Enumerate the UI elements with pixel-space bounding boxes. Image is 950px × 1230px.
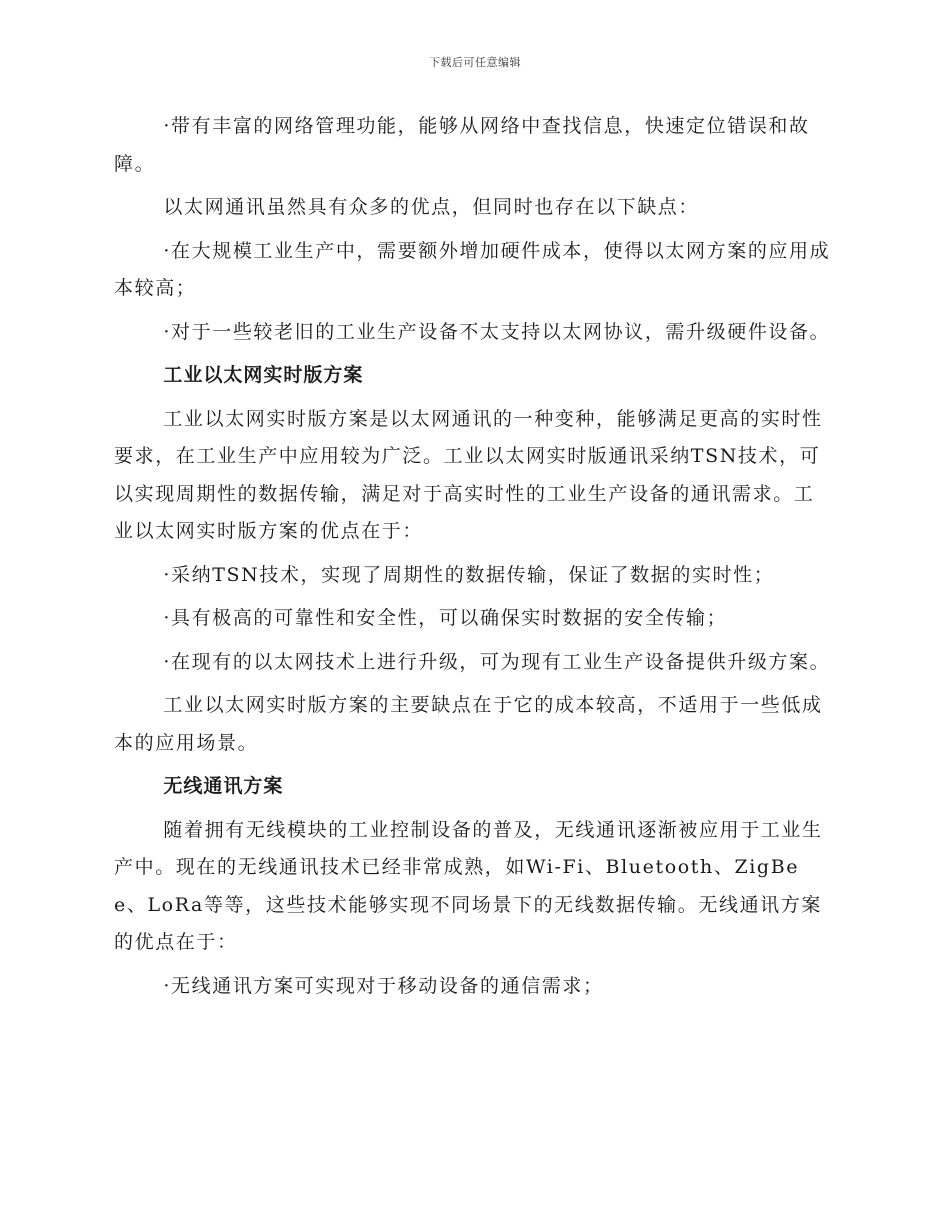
body-paragraph: 随着拥有无线模块的工业控制设备的普及，无线通讯逐渐被应用于工业生产中。现在的无线通讯技术已经非常成熟，如Wi-Fi、Bluetooth、ZigBee、LoRa等等，这些技术能够实现不同场景下的无线数据传输。无线通讯方案的优点在于： [114,818,823,953]
bullet-paragraph: ·在大规模工业生产中，需要额外增加硬件成本，使得以太网方案的应用成本较高； [114,239,831,299]
bullet-paragraph: ·采纳TSN技术，实现了周期性的数据传输，保证了数据的实时性； [163,563,775,586]
section-heading: 无线通讯方案 [163,775,284,797]
section-heading: 工业以太网实时版方案 [163,364,364,386]
body-paragraph: 工业以太网实时版方案的主要缺点在于它的成本较高，不适用于一些低成本的应用场景。 [114,694,823,754]
bullet-paragraph: ·对于一些较老旧的工业生产设备不太支持以太网协议，需升级硬件设备。 [163,320,831,343]
body-paragraph: 以太网通讯虽然具有众多的优点，但同时也存在以下缺点： [163,196,699,218]
bullet-paragraph: ·在现有的以太网技术上进行升级，可为现有工业生产设备提供升级方案。 [163,650,831,673]
page-header: 下载后可任意编辑 [429,56,521,69]
body-paragraph: 工业以太网实时版方案是以太网通讯的一种变种，能够满足更高的实时性要求，在工业生产中应用较为广泛。工业以太网实时版通讯采纳TSN技术，可以实现周期性的数据传输，满足对于高实时性的工业生产设备的通讯需求。工业以太网实时版方案的优点在于： [114,407,823,542]
bullet-paragraph: ·具有极高的可靠性和安全性，可以确保实时数据的安全传输； [163,607,728,629]
bullet-paragraph: ·带有丰富的网络管理功能，能够从网络中查找信息，快速定位错误和故障。 [114,115,810,175]
bullet-paragraph: ·无线通讯方案可实现对于移动设备的通信需求； [163,974,604,997]
document-body [114,108,832,1011]
